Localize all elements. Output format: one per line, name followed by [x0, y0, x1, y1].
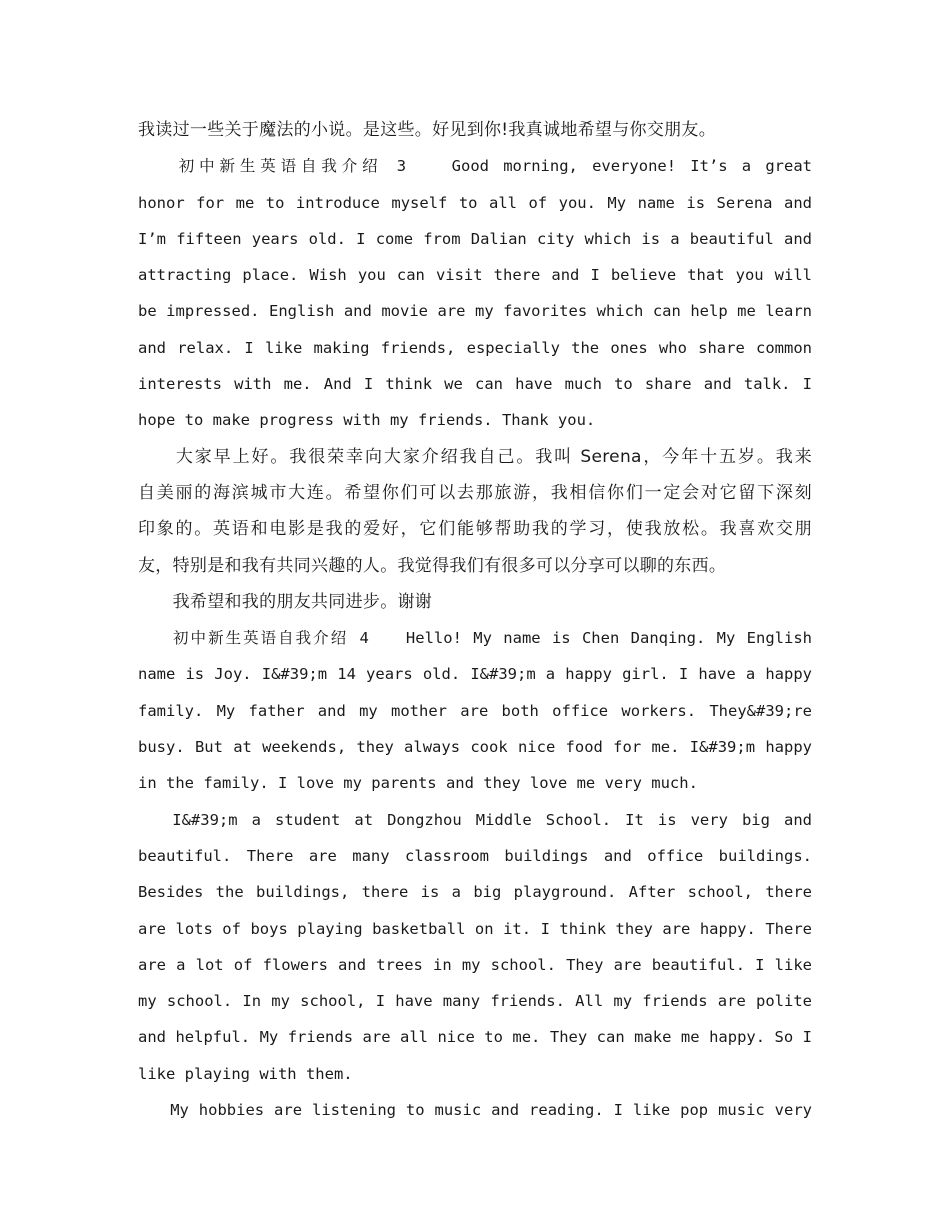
text-line: 自美丽的海滨城市大连。希望你们可以去那旅游，我相信你们一定会对它留下深刻 — [138, 482, 812, 503]
text-line: Besides the buildings, there is a big playground. After school, there — [138, 883, 812, 902]
text-line: are lots of boys playing basketball on it. I think they are happy. There — [138, 919, 812, 938]
document-page — [138, 112, 812, 1128]
text-line: beautiful. There are many classroom buildings and office buildings. — [138, 846, 812, 865]
text-line: 我希望和我的朋友共同进步。谢谢 — [138, 591, 433, 612]
text-line: 初中新生英语自我介绍 4 Hello! My name is Chen Danqing. My English — [138, 629, 812, 648]
text-line: be impressed. English and movie are my favorites which can help me learn — [138, 302, 812, 321]
text-line: in the family. I love my parents and they love me very much. — [138, 774, 698, 793]
paragraph-p-school — [138, 802, 812, 1092]
text-line: honor for me to introduce myself to all of you. My name is Serena and — [138, 193, 812, 212]
text-line: 友，特别是和我有共同兴趣的人。我觉得我们有很多可以分享可以聊的东西。 — [138, 555, 727, 576]
text-line: My hobbies are listening to music and reading. I like pop music very — [138, 1101, 812, 1120]
text-line: I&#39;m a student at Dongzhou Middle School. It is very big and — [138, 810, 812, 829]
text-line: name is Joy. I&#39;m 14 years old. I&#39;m a happy girl. I have a happy — [138, 665, 812, 684]
text-line: 我读过一些关于魔法的小说。是这些。好见到你!我真诚地希望与你交朋友。 — [138, 120, 717, 140]
text-line: my school. In my school, I have many friends. All my friends are polite — [138, 992, 812, 1011]
paragraph-p-hobbies — [138, 1092, 812, 1128]
text-line: 大家早上好。我很荣幸向大家介绍我自己。我叫 Serena，今年十五岁。我来 — [138, 446, 812, 467]
text-line: and relax. I like making friends, especially the ones who share common — [138, 338, 812, 357]
text-line: like playing with them. — [138, 1064, 353, 1083]
text-line: interests with me. And I think we can have much to share and talk. I — [138, 375, 812, 394]
text-line: busy. But at weekends, they always cook nice food for me. I&#39;m happy — [138, 738, 812, 757]
text-line: hope to make progress with my friends. Thank you. — [138, 411, 596, 430]
paragraph-p-intro-4-en — [138, 620, 812, 801]
text-line: are a lot of flowers and trees in my school. They are beautiful. I like — [138, 955, 812, 974]
text-line: I’m fifteen years old. I come from Dalian city which is a beautiful and — [138, 229, 812, 248]
text-line: 初中新生英语自我介绍 3 Good morning, everyone! It’s a great — [138, 157, 812, 176]
text-line: attracting place. Wish you can visit there and I believe that you will — [138, 266, 812, 285]
paragraph-p-intro-3-zh — [138, 439, 812, 620]
text-line: and helpful. My friends are all nice to me. They can make me happy. So I — [138, 1028, 812, 1047]
paragraph-p-zh-intro-end — [138, 112, 812, 148]
paragraph-p-intro-3-en — [138, 148, 812, 438]
text-line: 印象的。英语和电影是我的爱好，它们能够帮助我的学习，使我放松。我喜欢交朋 — [138, 519, 812, 540]
text-line: family. My father and my mother are both office workers. They&#39;re — [138, 701, 812, 720]
